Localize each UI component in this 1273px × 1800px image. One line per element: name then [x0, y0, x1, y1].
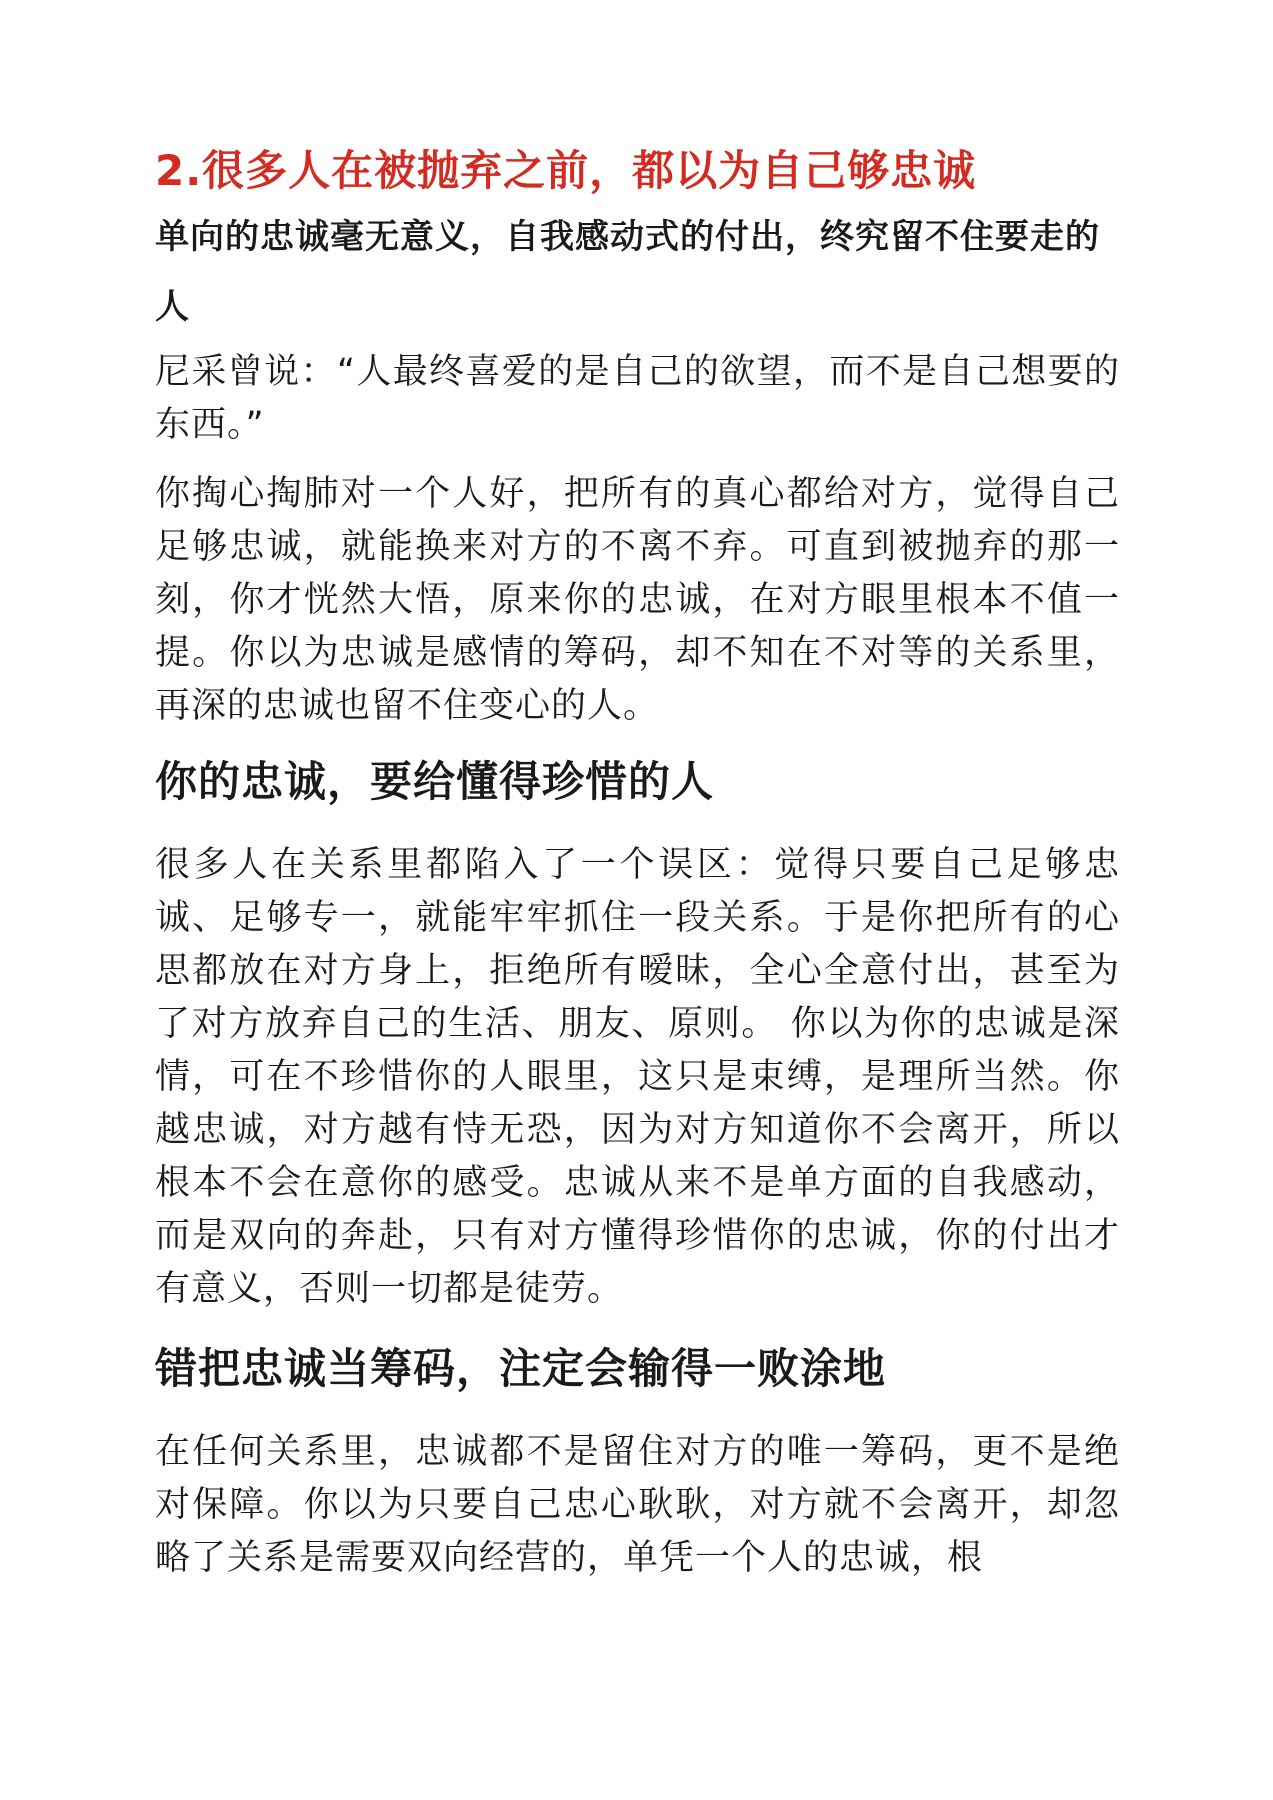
paragraph-1: 你掏心掏肺对一个人好，把所有的真心都给对方，觉得自己足够忠诚，就能换来对方的不离不弃。可直到被抛弃的那一刻，你才恍然大悟，原来你的忠诚，在对方眼里根本不值一提。你以为忠诚是感情的筹码，却不知在不对等的关系里，再深的忠诚也留不住变心的人。: [155, 474, 1120, 726]
nietzsche-quote: 尼采曾说：“人最终喜爱的是自己的欲望，而不是自己想要的东西。”: [155, 352, 1120, 445]
article-subtitle: 单向的忠诚毫无意义，自我感动式的付出，终究留不住要走的人: [155, 217, 1100, 327]
article-title: 2.很多人在被抛弃之前，都以为自己够忠诚: [155, 146, 977, 195]
article: [155, 140, 1120, 1585]
paragraph-2: 很多人在关系里都陷入了一个误区：觉得只要自己足够忠诚、足够专一，就能牢牢抓住一段关系。于是你把所有的心思都放在对方身上，拒绝所有暧昧，全心全意付出，甚至为了对方放弃自己的生活、朋友、原则。 你以为你的忠诚是深情，可在不珍惜你的人眼里，这只是束缚，是理所当然。你越忠诚，对方越有恃无恐，因为对方知道你不会离开，所以根本不会在意你的感受。忠诚从来不是单方面的自我感动，而是双向的奔赴，只有对方懂得珍惜你的忠诚，你的付出才有意义，否则一切都是徒劳。: [155, 845, 1120, 1309]
section-heading-1: 你的忠诚，要给懂得珍惜的人: [155, 757, 715, 806]
paragraph-3: 在任何关系里，忠诚都不是留住对方的唯一筹码，更不是绝对保障。你以为只要自己忠心耿耿，对方就不会离开，却忽略了关系是需要双向经营的，单凭一个人的忠诚，根: [155, 1432, 1120, 1578]
section-heading-2: 错把忠诚当筹码，注定会输得一败涂地: [155, 1344, 887, 1393]
